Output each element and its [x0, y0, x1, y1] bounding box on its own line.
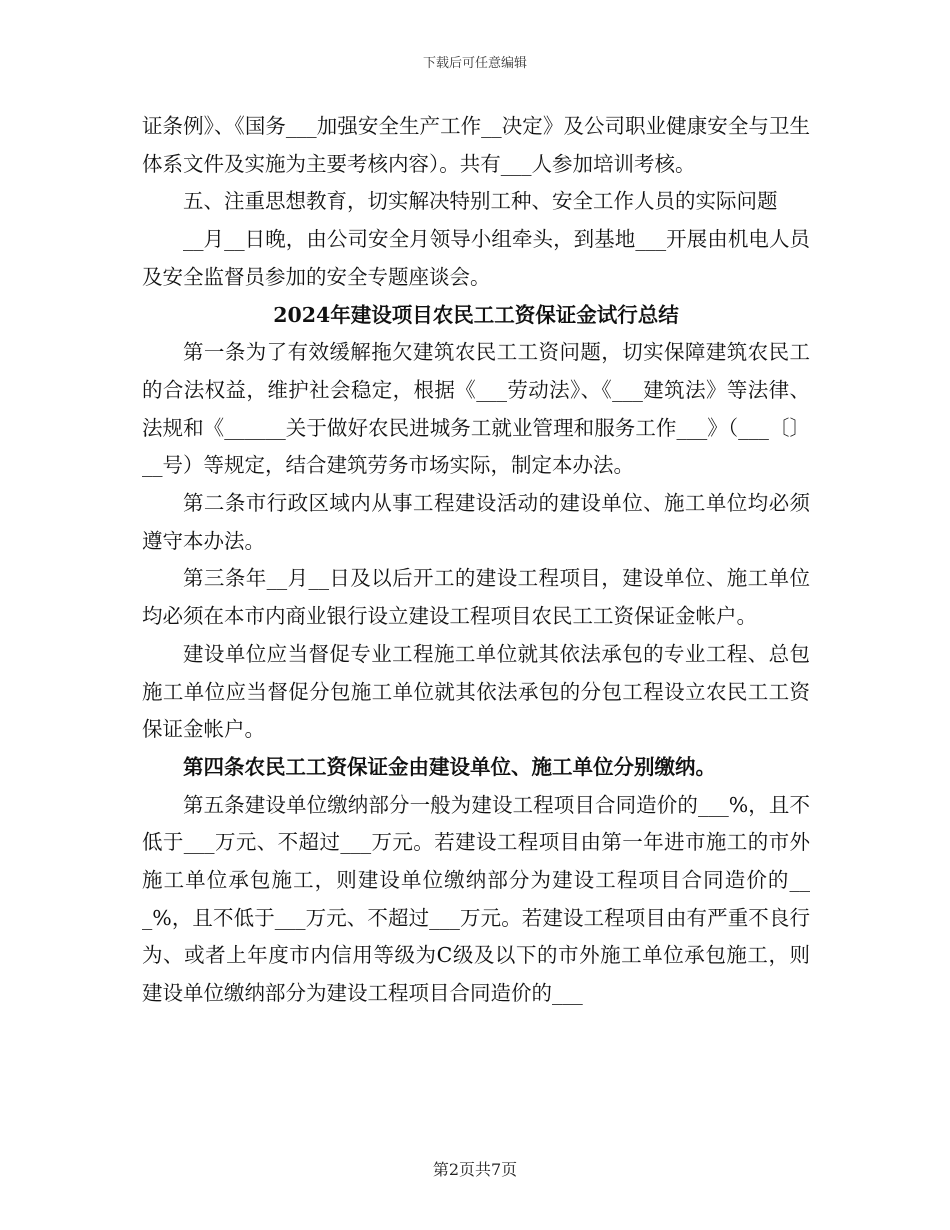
article-5: 第五条建设单位缴纳部分一般为建设工程项目合同造价的___%，且不低于___万元、不超过___万元。若建设工程项目由第一年进市施工的市外施工单位承包施工，则建设单位缴纳部分为建设工程项目合同造价的___%，且不低于___万元、不超过___万元。若建设工程项目由有严重不良行为、或者上年度市内信用等级为C级及以下的市外施工单位承包施工，则建设单位缴纳部分为建设工程项目合同造价的___: [142, 792, 810, 1006]
article-3: 第三条年__月__日及以后开工的建设工程项目，建设单位、施工单位均必须在本市内商业银行设立建设工程项目农民工工资保证金帐户。: [142, 566, 810, 629]
paragraph-1: 证条例》、《国务___加强安全生产工作__决定》及公司职业健康安全与卫生体系文件及实施为主要考核内容）。共有___人参加培训考核。: [142, 114, 810, 176]
article-3-supplement: 建设单位应当督促专业工程施工单位就其依法承包的专业工程、总包施工单位应当督促分包施工单位就其依法承包的分包工程设立农民工工资保证金帐户。: [142, 641, 810, 742]
paragraph-2: 五、注重思想教育，切实解决特别工种、安全工作人员的实际问题: [183, 189, 778, 214]
section-title: 2024年建设项目农民工工资保证金试行总结: [273, 302, 679, 327]
page-footer-number: 第2页共7页: [432, 1160, 518, 1179]
article-4: 第四条农民工工资保证金由建设单位、施工单位分别缴纳。: [183, 754, 716, 779]
page-header-note: 下载后可任意编辑: [422, 56, 527, 71]
paragraph-3: __月__日晚，由公司安全月领导小组牵头，到基地___开展由机电人员及安全监督员参加的安全专题座谈会。: [142, 227, 810, 289]
document-body: [142, 108, 810, 1013]
article-1: 第一条为了有效缓解拖欠建筑农民工工资问题，切实保障建筑农民工的合法权益，维护社会稳定，根据《___劳动法》、《___建筑法》等法律、法规和《______关于做好农民进城务工就业管理和服务工作___》（___〔〕__号）等规定，结合建筑劳务市场实际，制定本办法。: [142, 340, 810, 478]
article-2: 第二条市行政区域内从事工程建设活动的建设单位、施工单位均必须遵守本办法。: [142, 491, 810, 553]
